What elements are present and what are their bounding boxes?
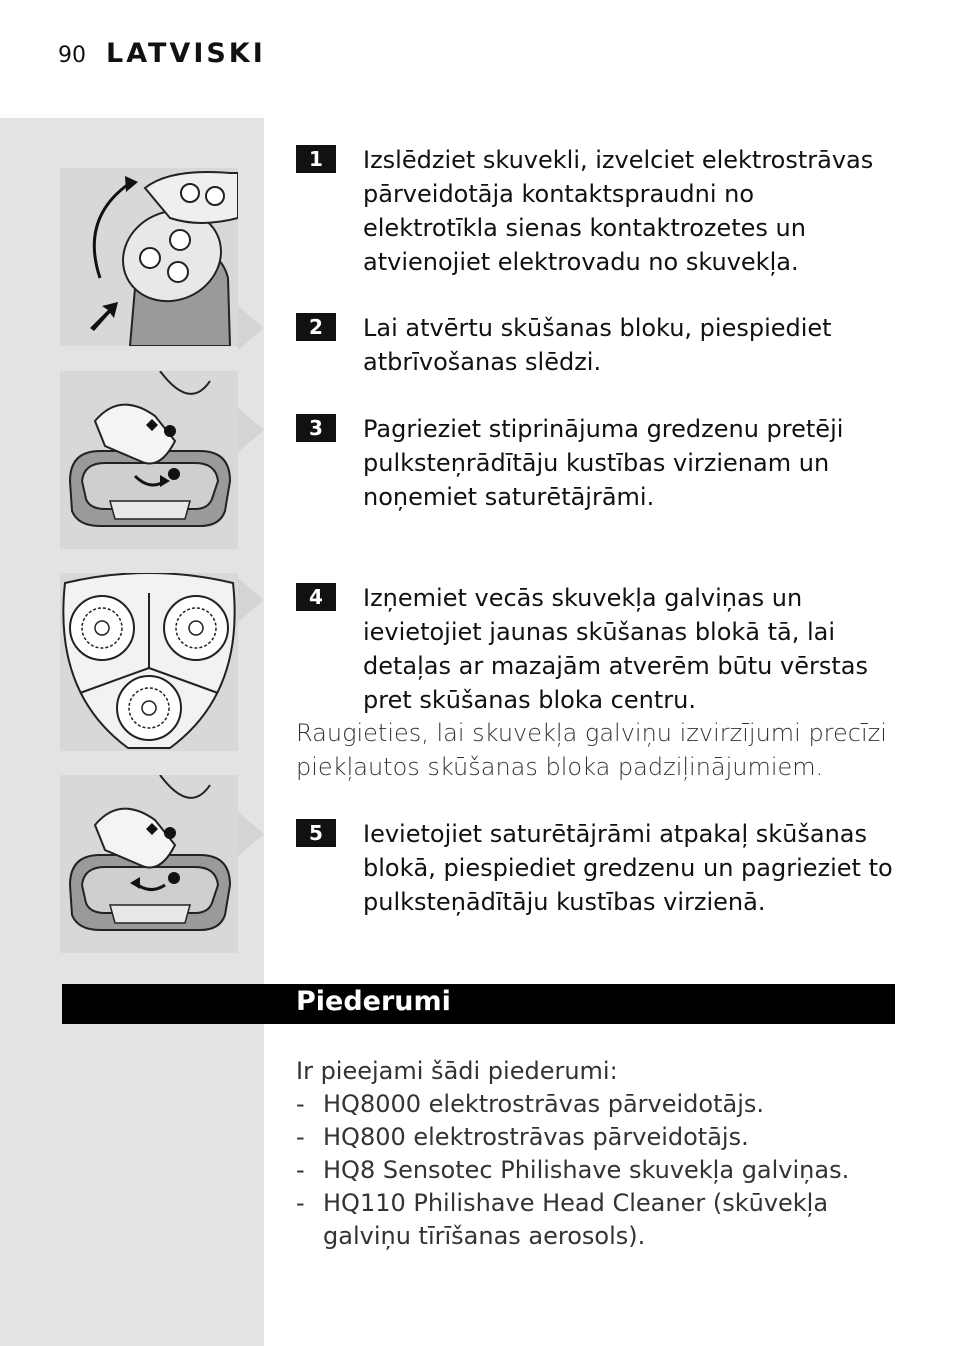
step-number-badge: 4 [296,583,336,611]
page-header [58,38,266,69]
section-heading-bar [62,984,895,1024]
note-text: Raugieties, lai skuvekļa galviņu izvirzījumi precīzi piekļautos skūšanas bloka padziļinājumiem. [296,719,887,781]
step-number-badge: 1 [296,145,336,173]
shaving-heads-replace-illustration [60,573,238,751]
list-item-text: HQ110 Philishave Head Cleaner (skūvekļa galviņu tīrīšanas aerosols). [323,1189,829,1250]
list-item [296,1088,896,1121]
step-text: Pagrieziet stiprinājuma gredzenu pretēji pulksteņrādītāju kustības virzienam un noņemiet saturētājrāmi. [363,415,844,511]
step-number-badge: 2 [296,313,336,341]
step-text: Lai atvērtu skūšanas bloku, piespiediet atbrīvošanas slēdzi. [363,314,832,376]
list-dash: - [296,1123,305,1151]
step-number-badge: 3 [296,414,336,442]
instruction-step [296,311,896,379]
step-text: Izņemiet vecās skuvekļa galviņas un ievietojiet jaunas skūšanas blokā tā, lai detaļas ar mazajām atverēm būtu vērstas pret skūšanas bloka centru. [363,584,868,714]
list-item-text: HQ8 Sensotec Philishave skuvekļa galviņas. [323,1156,850,1184]
figure-pointer [238,306,264,350]
list-item [296,1154,896,1187]
instruction-step [296,581,896,717]
step-text: Izslēdziet skuvekli, izvelciet elektrostrāvas pārveidotāja kontaktspraudni no elektrotīkla sienas kontaktrozetes un atvienojiet elektrovadu no skuvekļa. [363,146,874,276]
accessories-list [296,1088,896,1253]
instruction-step [296,143,896,279]
list-item [296,1187,896,1253]
language-title: LATVISKI [106,38,266,69]
accessories-intro: Ir pieejami šādi piederumi: [296,1057,618,1085]
figure-pointer [238,812,264,856]
instruction-step [296,817,896,919]
shaver-open-unit-illustration [60,168,238,346]
retaining-ring-unlock-illustration [60,371,238,549]
section-heading: Piederumi [296,986,451,1017]
list-dash: - [296,1189,305,1217]
step-text: Ievietojiet saturētājrāmi atpakaļ skūšanas blokā, piespiediet gredzenu un pagrieziet to pulksteņādītāju kustības virzienā. [363,820,893,916]
page-number: 90 [58,43,86,68]
instruction-step [296,412,896,514]
list-dash: - [296,1090,305,1118]
list-dash: - [296,1156,305,1184]
list-item [296,1121,896,1154]
figure-pointer [238,408,264,452]
retaining-ring-lock-illustration [60,775,238,953]
list-item-text: HQ800 elektrostrāvas pārveidotājs. [323,1123,749,1151]
list-item-text: HQ8000 elektrostrāvas pārveidotājs. [323,1090,764,1118]
step-number-badge: 5 [296,819,336,847]
figure-pointer [238,578,264,622]
